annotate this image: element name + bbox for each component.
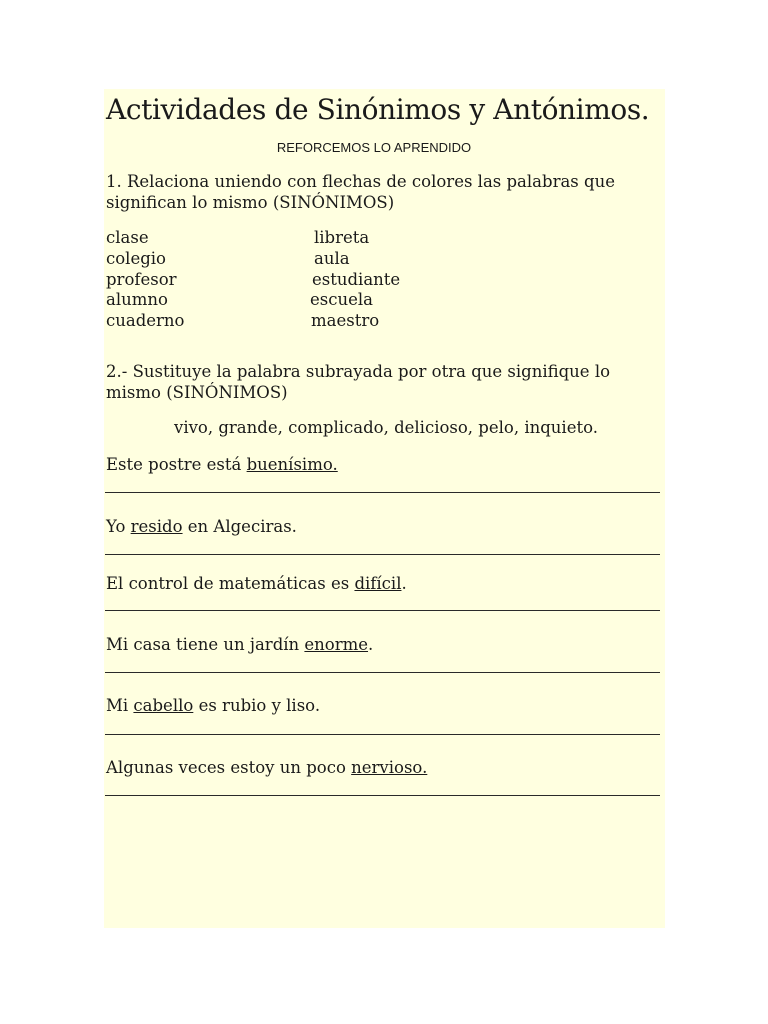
answer-line xyxy=(105,795,660,796)
left-word: profesor xyxy=(106,270,177,289)
sentence xyxy=(106,635,373,654)
answer-line xyxy=(105,554,660,555)
answer-line xyxy=(105,610,660,611)
left-word: cuaderno xyxy=(106,311,185,330)
left-word: alumno xyxy=(106,290,168,309)
answer-line xyxy=(105,492,660,493)
right-word: estudiante xyxy=(312,270,401,289)
left-word: clase xyxy=(106,228,149,247)
sentence-text: en Algeciras. xyxy=(182,517,297,536)
sentence xyxy=(106,696,320,715)
right-word: escuela xyxy=(310,290,373,309)
exercise-1-instruction: 1. Relaciona uniendo con flechas de colores las palabras que significan lo mismo (SINÓNIMOS) xyxy=(106,172,615,212)
sentence-text: El control de matemáticas es xyxy=(106,574,355,593)
sentence-text: es rubio y liso. xyxy=(193,696,321,715)
right-word: libreta xyxy=(314,228,370,247)
worksheet-page xyxy=(104,89,665,928)
sentence-text: . xyxy=(401,574,407,593)
sentence xyxy=(106,574,407,593)
sentence-text: Algunas veces estoy un poco xyxy=(106,758,352,777)
underlined-word: enorme xyxy=(304,635,369,654)
sentence-text: Este postre está xyxy=(106,455,247,474)
page-title: Actividades de Sinónimos y Antónimos. xyxy=(106,93,650,126)
exercise-2-instruction: 2.- Sustituye la palabra subrayada por otra que signifique lo mismo (SINÓNIMOS) xyxy=(106,362,611,402)
left-word: colegio xyxy=(106,249,166,268)
word-bank: vivo, grande, complicado, delicioso, pelo, inquieto. xyxy=(174,418,598,437)
sentence xyxy=(106,455,338,474)
underlined-word: buenísimo. xyxy=(246,455,338,474)
underlined-word: difícil xyxy=(354,574,402,593)
sentence-text: Mi xyxy=(106,696,134,715)
underlined-word: resido xyxy=(130,517,183,536)
page-subtitle: REFORCEMOS LO APRENDIDO xyxy=(276,140,472,155)
sentence-text: . xyxy=(368,635,374,654)
right-word: maestro xyxy=(311,311,380,330)
sentence xyxy=(106,517,297,536)
sentence xyxy=(106,758,427,777)
answer-line xyxy=(105,734,660,735)
underlined-word: nervioso. xyxy=(351,758,428,777)
sentence-text: Mi casa tiene un jardín xyxy=(106,635,305,654)
answer-line xyxy=(105,672,660,673)
sentence-text: Yo xyxy=(106,517,131,536)
right-word: aula xyxy=(314,249,350,268)
underlined-word: cabello xyxy=(133,696,194,715)
